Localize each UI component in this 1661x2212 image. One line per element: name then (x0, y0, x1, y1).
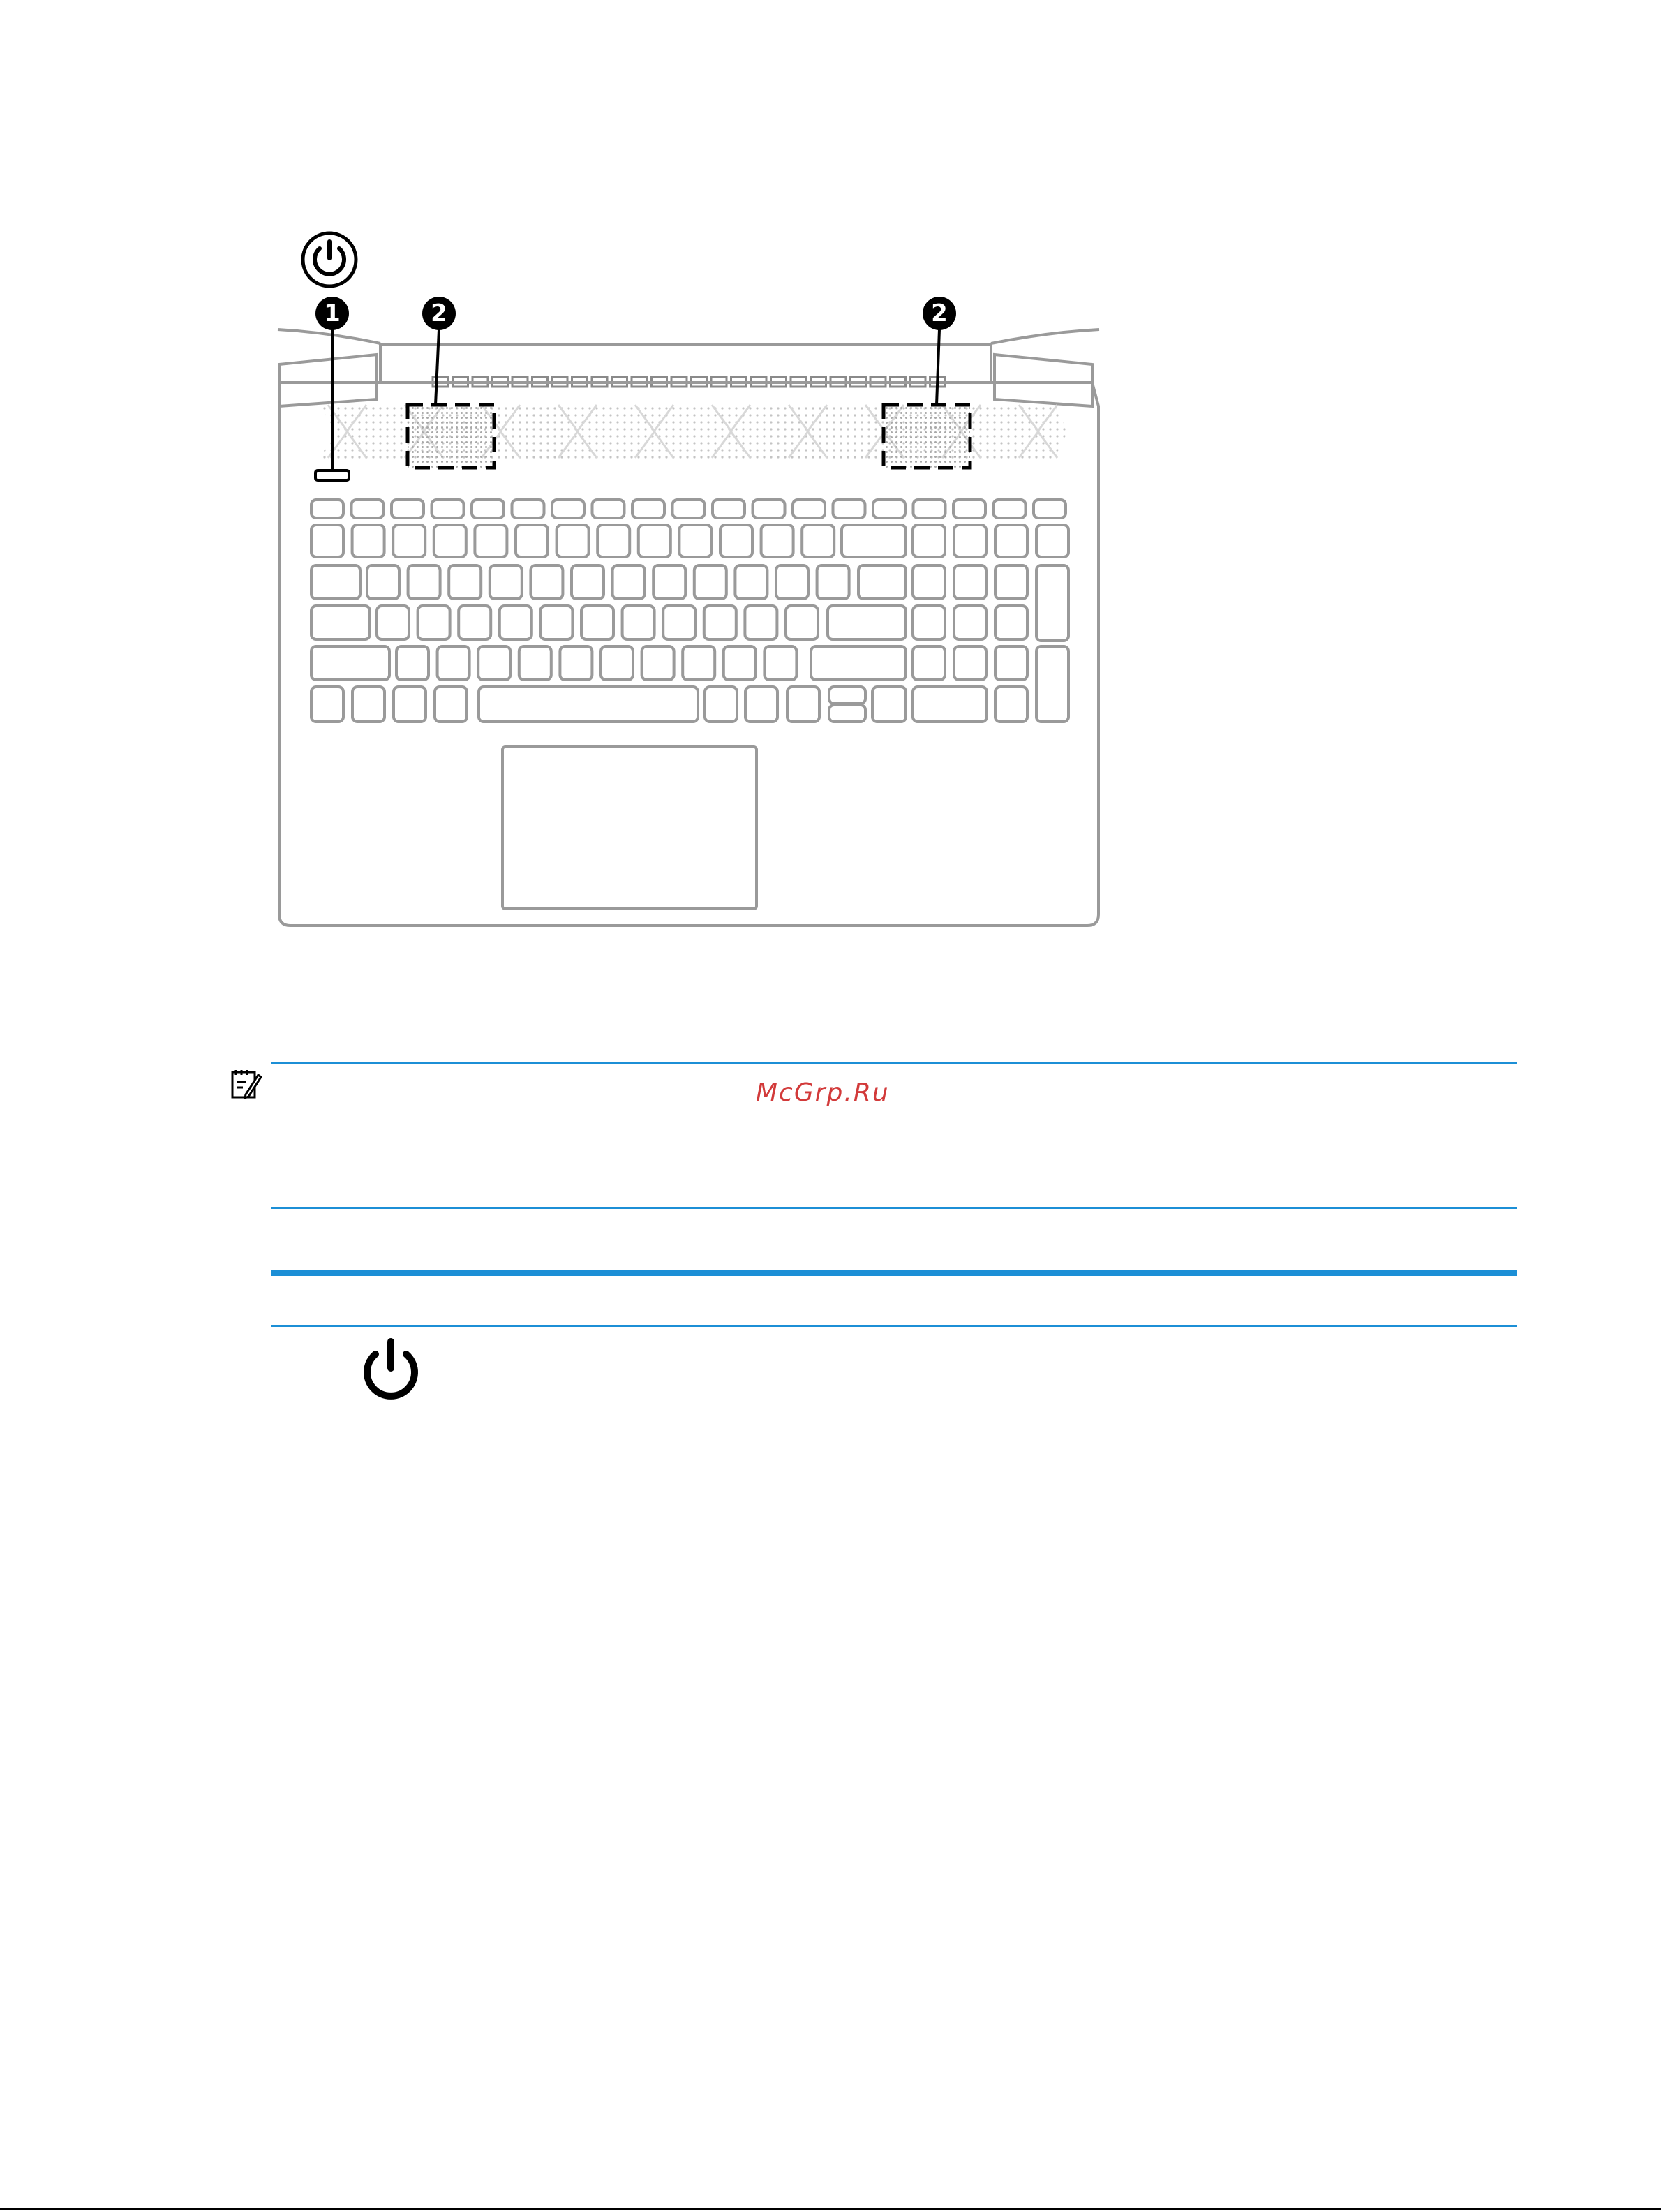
keyboard-key (872, 687, 906, 722)
keyboard-key (913, 687, 987, 722)
laptop-illustration (0, 0, 1661, 977)
keyboard-key (995, 525, 1027, 557)
keyboard-key (632, 500, 664, 518)
keyboard-key (392, 500, 424, 518)
keyboard-key (995, 565, 1027, 599)
keyboard-key (601, 646, 633, 680)
touchpad (502, 747, 757, 909)
keyboard-key (954, 606, 986, 639)
keyboard-key (913, 606, 945, 639)
keyboard-key (913, 565, 945, 599)
important-note-icon (230, 1068, 262, 1100)
keyboard-key (435, 687, 467, 722)
keyboard-key (858, 565, 906, 599)
keyboard-key (753, 500, 785, 518)
keyboard-key (653, 565, 685, 599)
keyboard-key (519, 646, 551, 680)
keyboard-key (811, 646, 906, 680)
keyboard-key (418, 606, 450, 639)
keyboard-key (530, 565, 563, 599)
keyboard-key (352, 525, 385, 557)
keyboard-key (311, 500, 343, 518)
keyboard-key (694, 565, 727, 599)
keyboard-key (745, 687, 777, 722)
keyboard-key (311, 565, 360, 599)
keyboard-key (449, 565, 481, 599)
keyboard-key (557, 525, 589, 557)
power-button (315, 470, 349, 480)
keyboard-key (776, 565, 808, 599)
keyboard-key (434, 525, 466, 557)
keyboard-key (572, 565, 604, 599)
callout-2-right: 2 (923, 297, 956, 330)
table-header-rule (271, 1270, 1517, 1276)
keyboard-key (663, 606, 695, 639)
keyboard-key (593, 500, 625, 518)
chassis-outline (279, 383, 1098, 926)
keyboard-key (479, 687, 698, 722)
keyboard-key (673, 500, 705, 518)
keyboard-key (475, 525, 507, 557)
keyboard-key (724, 646, 756, 680)
power-icon (303, 233, 356, 286)
keyboard-key (311, 687, 343, 722)
callout-1: 1 (315, 297, 349, 330)
keyboard-key (954, 565, 986, 599)
keyboard-key (745, 606, 777, 639)
keyboard-key (735, 565, 767, 599)
keyboard (311, 500, 1068, 722)
speaker-grille (320, 403, 1068, 468)
keyboard-key (842, 525, 906, 557)
keyboard-key (953, 500, 985, 518)
page-footer-rule (0, 2208, 1661, 2210)
keyboard-key (829, 705, 865, 722)
keyboard-key (311, 606, 370, 639)
keyboard-key (679, 525, 711, 557)
keyboard-key (1036, 565, 1068, 641)
keyboard-key (786, 606, 818, 639)
keyboard-key (394, 687, 426, 722)
table-row-rule (271, 1325, 1517, 1327)
keyboard-key (552, 500, 584, 518)
keyboard-key (764, 646, 796, 680)
keyboard-key (833, 500, 865, 518)
keyboard-key (459, 606, 491, 639)
note-bottom-rule (271, 1207, 1517, 1209)
keyboard-key (472, 500, 504, 518)
keyboard-key (352, 500, 384, 518)
keyboard-key (913, 525, 945, 557)
keyboard-key (500, 606, 532, 639)
keyboard-key (512, 500, 544, 518)
keyboard-key (581, 606, 613, 639)
keyboard-key (873, 500, 905, 518)
keyboard-key (994, 500, 1026, 518)
keyboard-key (642, 646, 674, 680)
power-icon (356, 1333, 426, 1410)
keyboard-key (914, 500, 946, 518)
keyboard-key (802, 525, 834, 557)
keyboard-key (954, 525, 986, 557)
keyboard-key (995, 687, 1027, 722)
keyboard-key (817, 565, 849, 599)
keyboard-key (311, 646, 389, 680)
keyboard-key (393, 525, 425, 557)
hinge (278, 329, 1099, 406)
keyboard-key (705, 687, 737, 722)
keyboard-key (683, 646, 715, 680)
keyboard-key (995, 606, 1027, 639)
keyboard-key (516, 525, 548, 557)
keyboard-key (954, 646, 986, 680)
keyboard-key (828, 606, 906, 639)
keyboard-key (438, 646, 470, 680)
keyboard-key (478, 646, 510, 680)
keyboard-key (829, 687, 865, 704)
laptop-top-view-figure (0, 0, 1661, 977)
keyboard-key (396, 646, 429, 680)
keyboard-key (311, 525, 343, 557)
keyboard-key (597, 525, 630, 557)
keyboard-key (613, 565, 645, 599)
keyboard-key (540, 606, 572, 639)
keyboard-key (560, 646, 592, 680)
note-top-rule (271, 1062, 1517, 1064)
keyboard-key (720, 525, 752, 557)
keyboard-key (1036, 525, 1068, 557)
keyboard-key (1034, 500, 1066, 518)
keyboard-key (793, 500, 825, 518)
keyboard-key (913, 646, 945, 680)
keyboard-key (995, 646, 1027, 680)
keyboard-key (713, 500, 745, 518)
keyboard-key (490, 565, 522, 599)
keyboard-key (377, 606, 409, 639)
keyboard-key (787, 687, 819, 722)
keyboard-key (623, 606, 655, 639)
keyboard-key (704, 606, 736, 639)
callout-2-left: 2 (422, 297, 456, 330)
keyboard-key (1036, 646, 1068, 722)
keyboard-key (761, 525, 794, 557)
keyboard-key (408, 565, 440, 599)
keyboard-key (367, 565, 399, 599)
watermark: McGrp.Ru (756, 1078, 890, 1107)
keyboard-key (432, 500, 464, 518)
keyboard-key (352, 687, 385, 722)
keyboard-key (639, 525, 671, 557)
